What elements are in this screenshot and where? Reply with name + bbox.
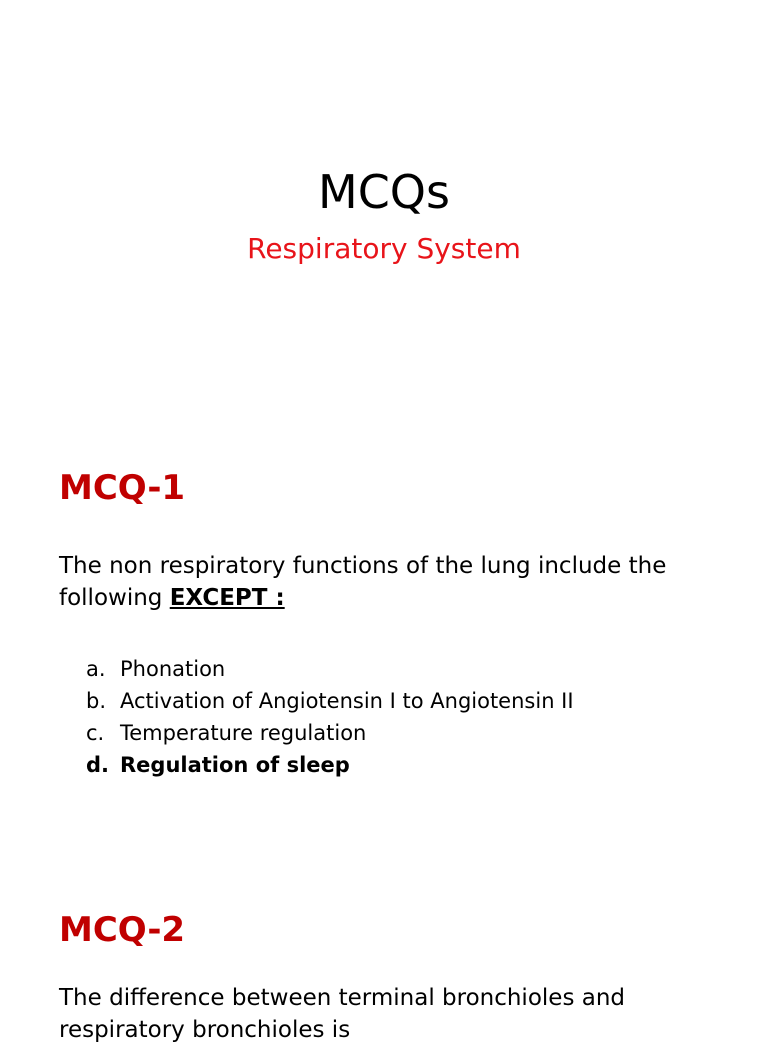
mcq-1-option-d-answer	[86, 750, 574, 782]
option-letter: c.	[86, 721, 105, 745]
option-text: Activation of Angiotensin I to Angiotensin II	[120, 689, 574, 713]
mcq-1-question-text: The non respiratory functions of the lung include the following	[59, 553, 667, 611]
mcq-1-option-a	[86, 654, 574, 686]
page-subtitle: Respiratory System	[247, 232, 521, 265]
mcq-2-question: The difference between terminal bronchioles and respiratory bronchioles is	[59, 985, 626, 1043]
mcq-1-question	[59, 550, 739, 614]
mcq-1-option-b	[86, 686, 574, 718]
mcq-1-except-label: EXCEPT :	[169, 585, 285, 611]
option-text: Phonation	[120, 657, 226, 681]
mcq-2-heading: MCQ-2	[59, 910, 186, 950]
mcq-1-option-c	[86, 718, 574, 750]
page-title: MCQs	[318, 165, 450, 219]
option-letter: b.	[86, 689, 107, 713]
mcq-1-heading: MCQ-1	[59, 468, 186, 508]
option-letter: d.	[86, 753, 110, 777]
mcq-1-options	[86, 654, 574, 782]
option-letter: a.	[86, 657, 106, 681]
option-text: Regulation of sleep	[120, 753, 350, 777]
option-text: Temperature regulation	[120, 721, 367, 745]
